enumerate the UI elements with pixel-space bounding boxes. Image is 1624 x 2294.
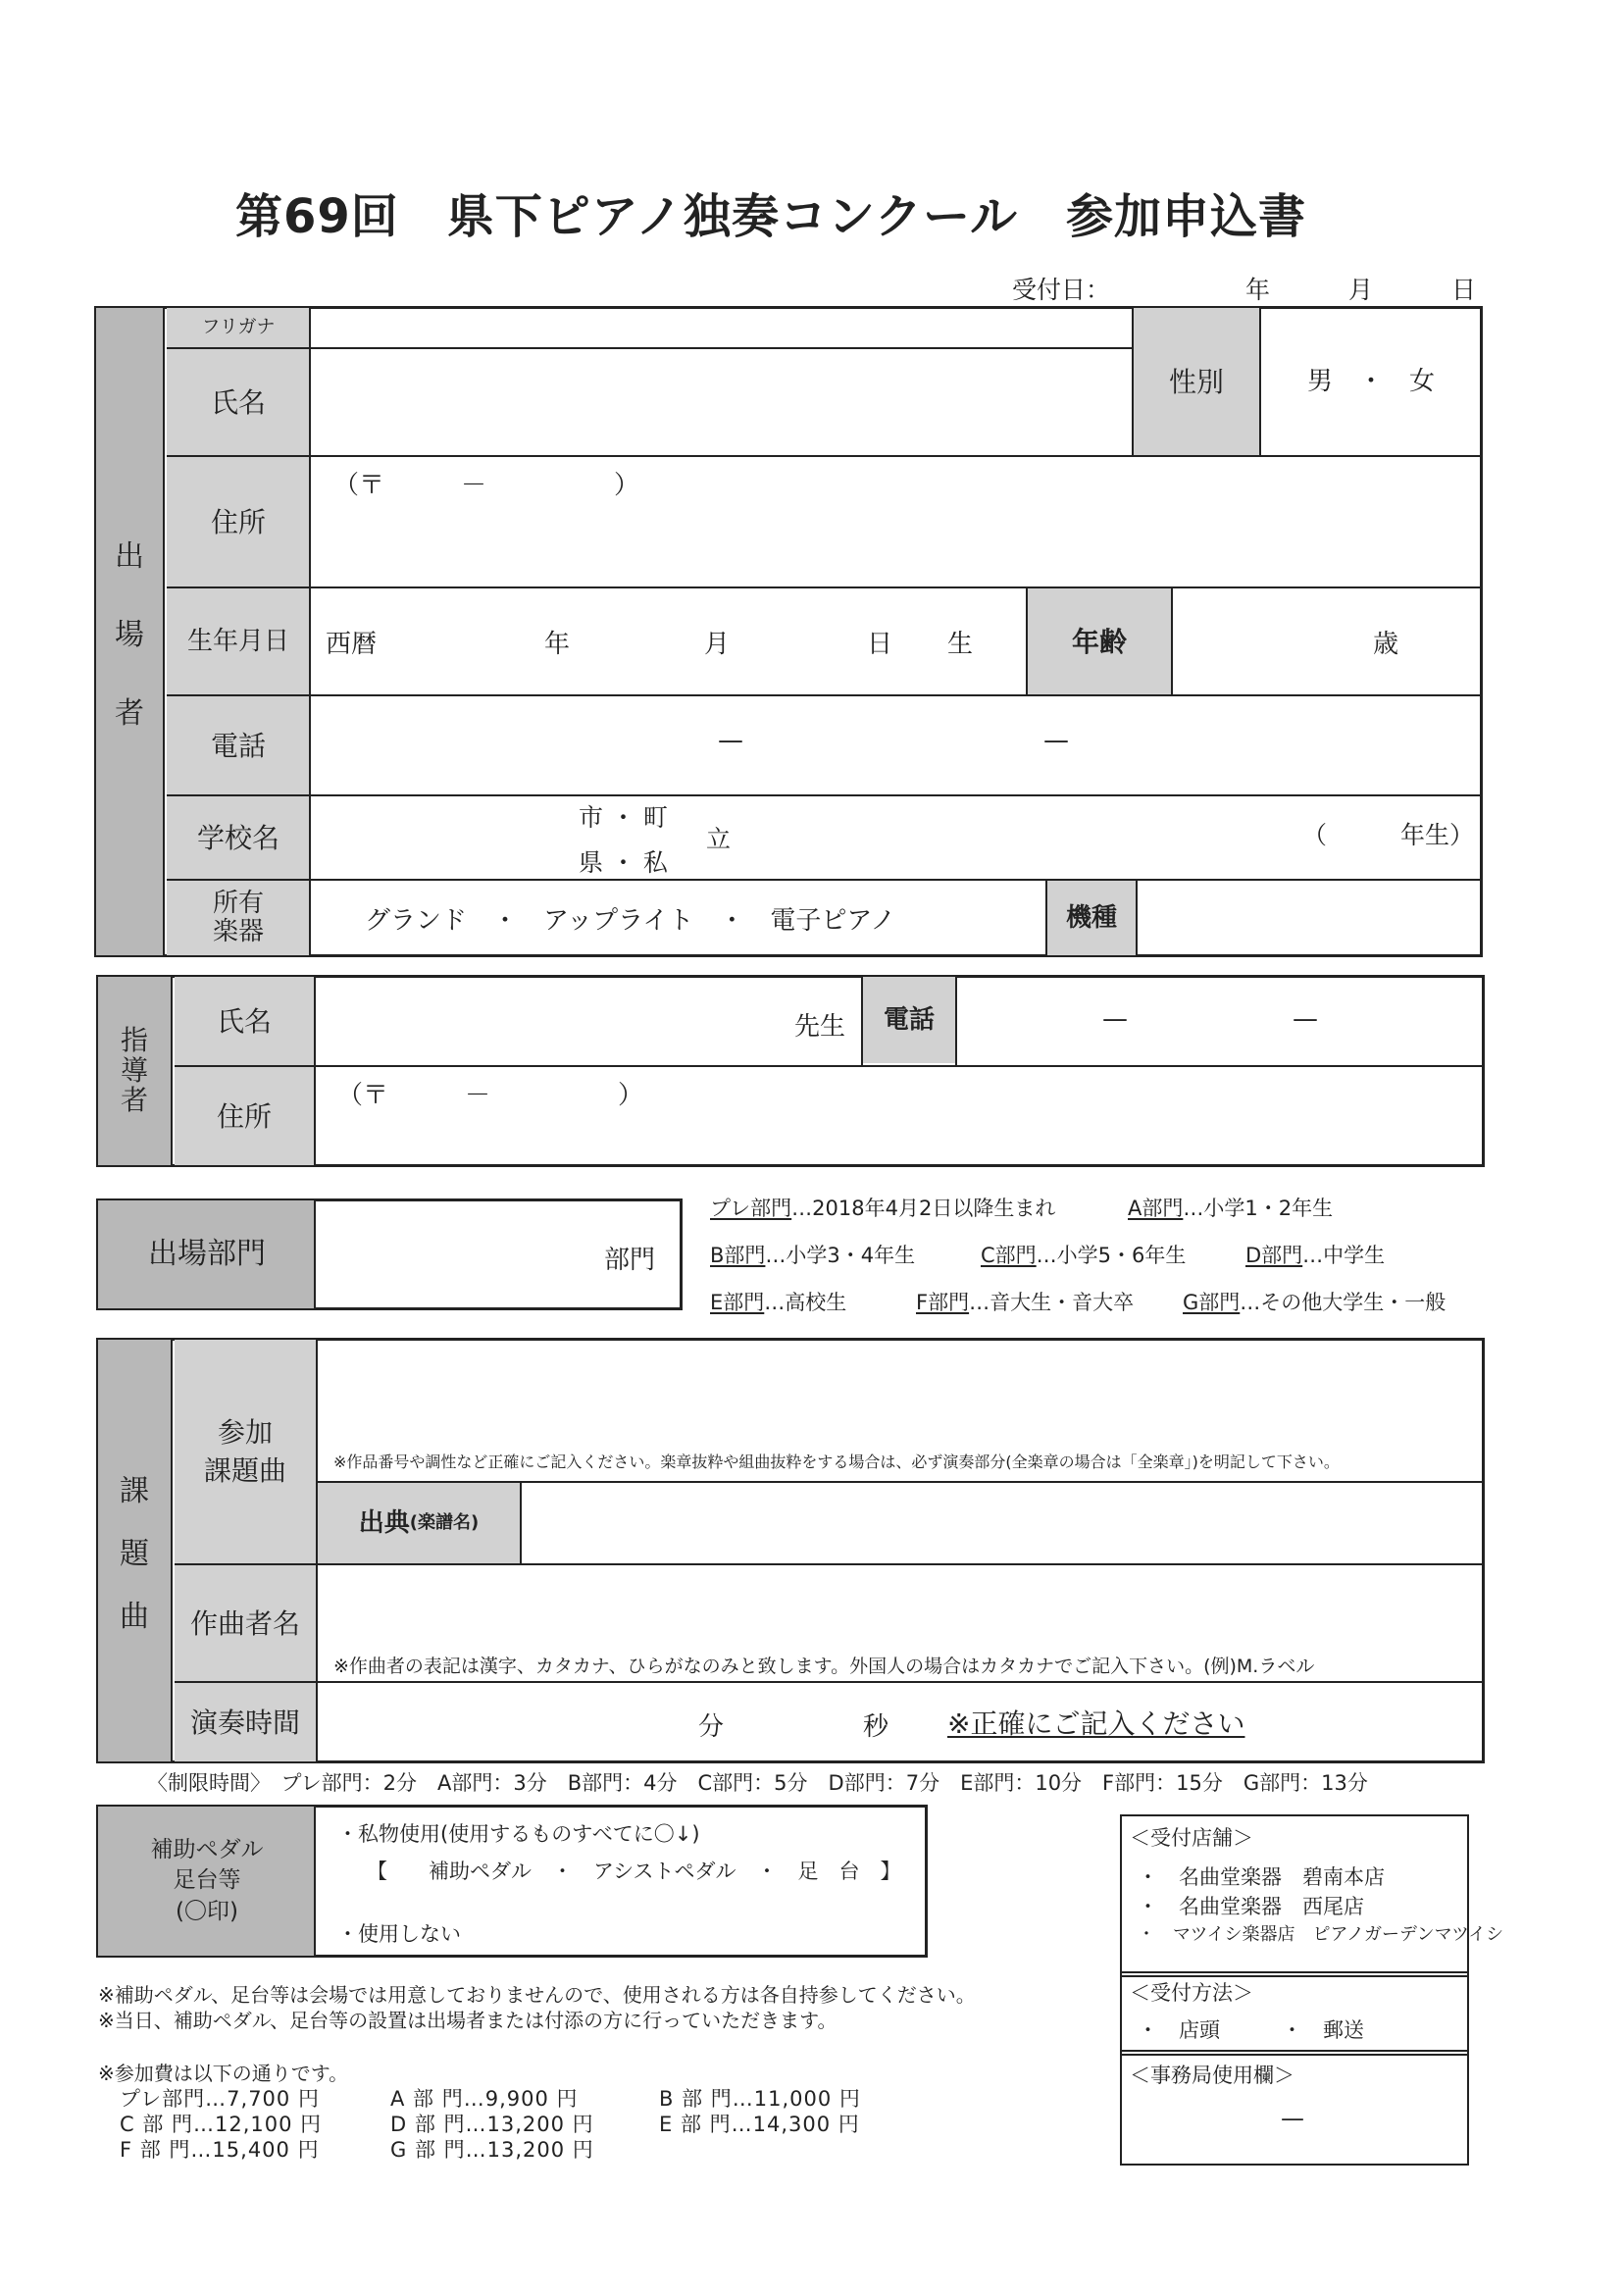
teacher-address-label: 住所: [216, 1099, 272, 1133]
store-item: ・ 名曲堂楽器 碧南本店: [1138, 1865, 1385, 1889]
division-item: プレ部門…2018年4月2日以降生まれ: [710, 1197, 1056, 1220]
time-min: 分: [698, 1712, 725, 1742]
composer-note: ※作曲者の表記は漢字、カタカナ、ひらがなのみと致します。外国人の場合はカタカナでご記入下さい。(例)M.ラベル: [333, 1656, 1315, 1677]
composer-label: 作曲者名: [189, 1606, 300, 1640]
age-unit: 歳: [1373, 630, 1399, 659]
time-note: ※正確にご記入ください: [947, 1708, 1245, 1740]
birth-era: 西暦: [326, 630, 378, 659]
phone-dash-1: —: [718, 726, 743, 755]
birth-sei: 生: [947, 630, 974, 659]
gender-options[interactable]: 男 ・ 女: [1306, 366, 1435, 396]
pedal-label: 補助ペダル 足台等 (〇印): [150, 1837, 264, 1924]
teacher-name-label: 氏名: [216, 1004, 272, 1038]
receipt-day: 日: [1451, 276, 1477, 304]
fee-item: A 部 門…9,900 円: [390, 2087, 579, 2111]
office-title: ＜事務局使用欄＞: [1130, 2064, 1294, 2087]
address-label: 住所: [210, 505, 266, 538]
note-1: ※補助ペダル、足台等は会場では用意しておりませんので、使用される方は各自持参してください。: [98, 1983, 976, 2007]
teacher-address-postal[interactable]: （〒 － ）: [337, 1081, 644, 1110]
pedal-private-use[interactable]: ・私物使用(使用するものすべてに〇↓): [337, 1822, 700, 1846]
school-label: 学校名: [196, 821, 279, 854]
stores-title: ＜受付店舗＞: [1130, 1826, 1253, 1850]
time-sec: 秒: [863, 1712, 889, 1742]
birth-label: 生年月日: [186, 626, 289, 656]
method-items: ・ 店頭 ・ 郵送: [1138, 2018, 1364, 2042]
method-title: ＜受付方法＞: [1130, 1981, 1253, 2005]
instrument-options[interactable]: グランド ・ アップライト ・ 電子ピアノ: [365, 906, 896, 936]
birth-year: 年: [544, 630, 571, 659]
piece-input[interactable]: [318, 1340, 1483, 1448]
division-item: A部門…小学1・2年生: [1128, 1197, 1334, 1220]
time-limits: 〈制限時間〉 プレ部門：2分 A部門：3分 B部門：4分 C部門：5分 D部門：7分 E部門：10分 F部門：15分 G部門：13分: [147, 1771, 1368, 1795]
address-postal[interactable]: （〒 － ）: [333, 471, 640, 500]
division-item: G部門…その他大学生・一般: [1183, 1291, 1446, 1314]
phone-label: 電話: [210, 729, 266, 762]
pedal-options[interactable]: 【 補助ペダル ・ アシストペダル ・ 足 台 】: [367, 1860, 901, 1883]
age-label: 年齢: [1071, 625, 1127, 658]
fee-item: D 部 門…13,200 円: [390, 2113, 594, 2136]
teacher-phone-label: 電話: [883, 1004, 935, 1035]
page-title: 第69回 県下ピアノ独奏コンクール 参加申込書: [235, 189, 1307, 244]
birth-day: 日: [867, 630, 893, 659]
fee-item: プレ部門…7,700 円: [120, 2087, 320, 2111]
fee-item: B 部 門…11,000 円: [659, 2087, 861, 2111]
time-label: 演奏時間: [189, 1706, 300, 1739]
note-2: ※当日、補助ペダル、足台等の設置は出場者または付添の方に行っていただきます。: [98, 2009, 837, 2032]
piece-label: 参加 課題曲: [203, 1415, 286, 1487]
piece-side-label: 課 題 曲: [98, 1340, 173, 1761]
receipt-label: 受付日：: [1012, 276, 1111, 304]
teacher-phone-dash-2: —: [1293, 1004, 1318, 1034]
teacher-phone-dash-1: —: [1102, 1004, 1128, 1034]
office-dash: —: [1281, 2105, 1304, 2132]
phone-dash-2: —: [1043, 726, 1069, 755]
fee-item: E 部 門…14,300 円: [659, 2113, 860, 2136]
store-item: ・ マツイシ楽器店 ピアノガーデンマツイシ: [1138, 1924, 1504, 1945]
school-city[interactable]: 市 ・ 町: [579, 803, 668, 832]
piece-note: ※作品番号や調性など正確にご記入ください。楽章抜粋や組曲抜粋をする場合は、必ず演奏部分(全楽章の場合は「全楽章」)を明記して下さい。: [333, 1453, 1340, 1471]
fee-item: F 部 門…15,400 円: [120, 2138, 320, 2162]
division-item: F部門…音大生・音大卒: [916, 1291, 1135, 1314]
furigana-input[interactable]: [312, 308, 1132, 347]
fees-title: ※参加費は以下の通りです。: [98, 2062, 349, 2085]
furigana-label: フリガナ: [201, 316, 276, 338]
school-pref[interactable]: 県 ・ 私: [579, 848, 668, 877]
receipt-month: 月: [1348, 276, 1374, 304]
division-item: B部門…小学3・4年生: [710, 1244, 916, 1267]
model-label: 機種: [1065, 902, 1117, 933]
fee-item: G 部 門…13,200 円: [390, 2138, 594, 2162]
teacher-side-label: 指 導 者: [98, 977, 173, 1165]
source-label: 出典 (楽譜名): [358, 1507, 480, 1538]
birth-month: 月: [704, 630, 731, 659]
division-item: D部門…中学生: [1245, 1244, 1386, 1267]
division-item: C部門…小学5・6年生: [981, 1244, 1187, 1267]
division-item: E部門…高校生: [710, 1291, 847, 1314]
performer-side-label: 出 場 者: [96, 308, 165, 955]
teacher-sensei: 先生: [794, 1012, 846, 1042]
store-item: ・ 名曲堂楽器 西尾店: [1138, 1895, 1364, 1918]
name-label: 氏名: [210, 385, 266, 419]
receipt-year: 年: [1245, 276, 1271, 304]
instrument-label: 所有 楽器: [212, 889, 264, 946]
division-label: 出場部門: [148, 1237, 266, 1272]
name-input[interactable]: [312, 349, 1132, 455]
school-grade: （ 年生）: [1302, 821, 1475, 849]
fee-item: C 部 門…12,100 円: [120, 2113, 323, 2136]
pedal-no-use[interactable]: ・使用しない: [337, 1922, 461, 1946]
source-input[interactable]: [522, 1483, 1483, 1563]
division-unit: 部門: [604, 1246, 656, 1275]
gender-label: 性別: [1168, 365, 1224, 398]
school-ritsu: 立: [706, 825, 732, 853]
